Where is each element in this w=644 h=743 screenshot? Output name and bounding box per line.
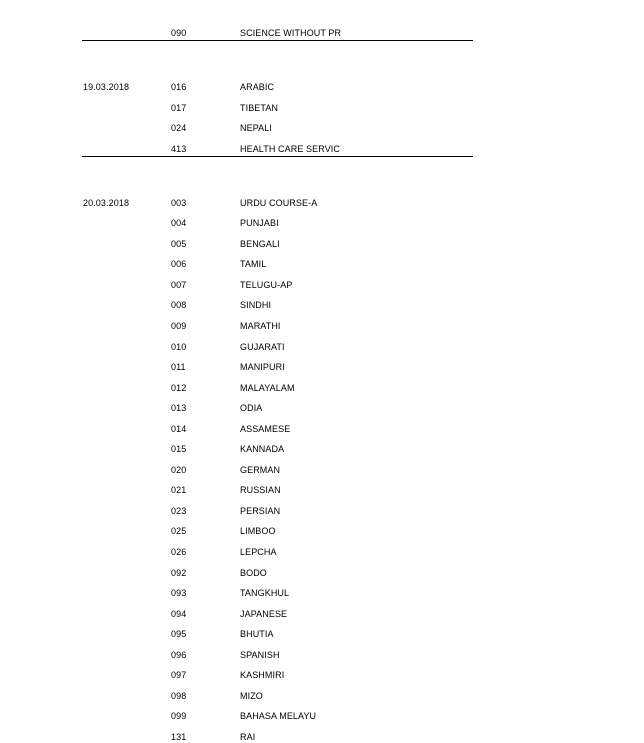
subject-code: 095 — [171, 629, 187, 640]
subject-code: 003 — [171, 197, 187, 208]
subject-name: ASSAMESE — [240, 423, 291, 434]
subject-name: MARATHI — [240, 320, 281, 331]
subject-code: 013 — [171, 403, 187, 414]
subject-code: 015 — [171, 444, 187, 455]
subject-code: 092 — [171, 567, 187, 578]
subject-name: GUJARATI — [240, 341, 285, 352]
subject-name: KASHMIRI — [240, 670, 285, 681]
subject-name: PUNJABI — [240, 218, 279, 229]
subject-code: 006 — [171, 259, 187, 270]
subject-code: 024 — [171, 123, 187, 134]
subject-code: 096 — [171, 649, 187, 660]
exam-date: 20.03.2018 — [83, 197, 130, 208]
subject-code: 005 — [171, 238, 187, 249]
subject-code: 413 — [171, 143, 187, 154]
subject-name: ARABIC — [240, 82, 275, 92]
subject-code: 094 — [171, 608, 187, 619]
subject-name: TAMIL — [240, 259, 267, 270]
subject-name: ODIA — [240, 403, 263, 414]
group-divider — [82, 40, 473, 41]
subject-code: 008 — [171, 300, 187, 311]
subject-name: PERSIAN — [240, 505, 281, 516]
group-divider — [82, 156, 473, 157]
subject-code: 131 — [171, 731, 187, 742]
subject-name: LEPCHA — [240, 547, 277, 557]
subject-name: MANIPURI — [240, 362, 285, 373]
subject-code: 099 — [171, 711, 187, 722]
subject-name: KANNADA — [240, 444, 285, 455]
subject-code: 090 — [171, 28, 187, 38]
subject-code: 017 — [171, 102, 187, 113]
subject-name: URDU COURSE-A — [240, 197, 318, 208]
subject-name: BODO — [240, 567, 267, 578]
exam-date: 19.03.2018 — [83, 82, 130, 92]
subject-name: GERMAN — [240, 464, 281, 475]
subject-name: NEPALI — [240, 123, 272, 134]
subject-code: 014 — [171, 423, 187, 434]
subject-code: 010 — [171, 341, 187, 352]
subject-name: SINDHI — [240, 300, 272, 311]
subject-code: 011 — [171, 362, 186, 373]
subject-name: HEALTH CARE SERVIC — [240, 143, 340, 154]
subject-name: BAHASA MELAYU — [240, 711, 317, 722]
subject-code: 025 — [171, 526, 187, 537]
subject-code: 016 — [171, 82, 187, 92]
subject-code: 012 — [171, 382, 187, 393]
subject-name: LIMBOO — [240, 526, 276, 537]
subject-name: SCIENCE WITHOUT PR — [240, 28, 342, 38]
subject-code: 097 — [171, 670, 187, 681]
subject-name: SPANISH — [240, 649, 280, 660]
subject-code: 093 — [171, 588, 187, 599]
subject-name: TELUGU-AP — [240, 279, 293, 290]
subject-name: BHUTIA — [240, 629, 274, 640]
subject-name: MALAYALAM — [240, 382, 295, 393]
subject-code: 098 — [171, 690, 187, 701]
subject-code: 021 — [171, 485, 187, 496]
subject-name: MIZO — [240, 690, 263, 701]
subject-code: 009 — [171, 320, 187, 331]
subject-name: TANGKHUL — [240, 588, 290, 599]
subject-name: RAI — [240, 731, 256, 742]
subject-code: 026 — [171, 547, 187, 557]
subject-code: 023 — [171, 505, 187, 516]
subject-name: BENGALI — [240, 238, 280, 249]
subject-name: RUSSIAN — [240, 485, 281, 496]
subject-name: TIBETAN — [240, 102, 279, 113]
subject-code: 020 — [171, 464, 187, 475]
subject-code: 007 — [171, 279, 187, 290]
subject-code: 004 — [171, 218, 187, 229]
subject-name: JAPANESE — [240, 608, 288, 619]
